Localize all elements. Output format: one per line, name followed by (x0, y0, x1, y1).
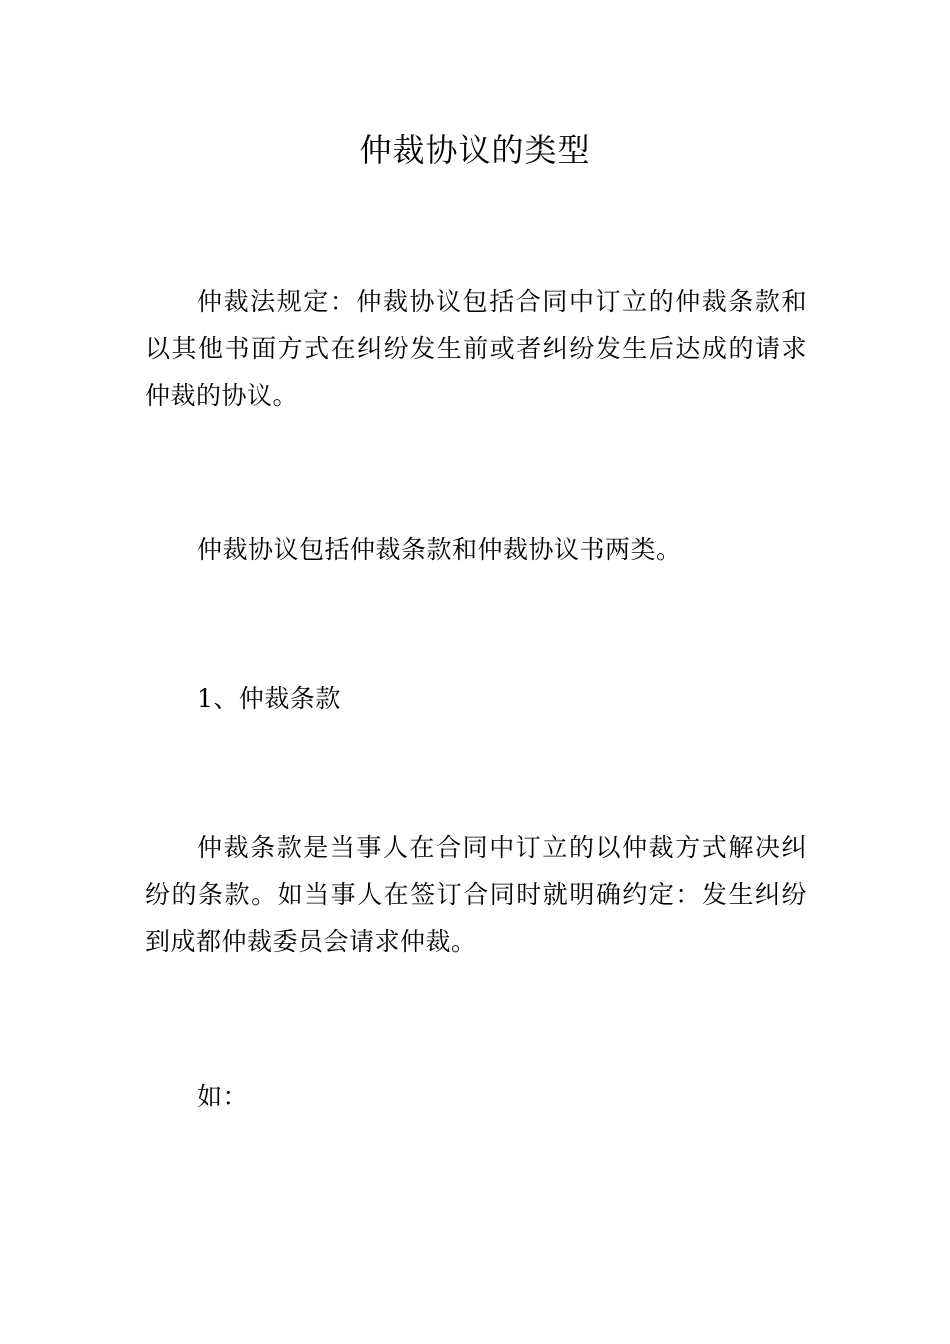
paragraph-two-types: 仲裁协议包括仲裁条款和仲裁协议书两类。 (197, 535, 682, 564)
document-title: 仲裁协议的类型 (359, 131, 591, 169)
section-heading-arbitration-clause: 1、仲裁条款 (197, 684, 341, 713)
paragraph-arbitration-clause-definition: 仲裁条款是当事人在合同中订立的以仲裁方式解决纠纷的条款。如当事人在签订合同时就明确约定：发生纠纷到成都仲裁委员会请求仲裁。 (145, 833, 807, 956)
paragraph-example-lead: 如： (197, 1082, 249, 1111)
paragraph-arbitration-law: 仲裁法规定：仲裁协议包括合同中订立的仲裁条款和以其他书面方式在纠纷发生前或者纠纷发生后达成的请求仲裁的协议。 (145, 287, 807, 410)
